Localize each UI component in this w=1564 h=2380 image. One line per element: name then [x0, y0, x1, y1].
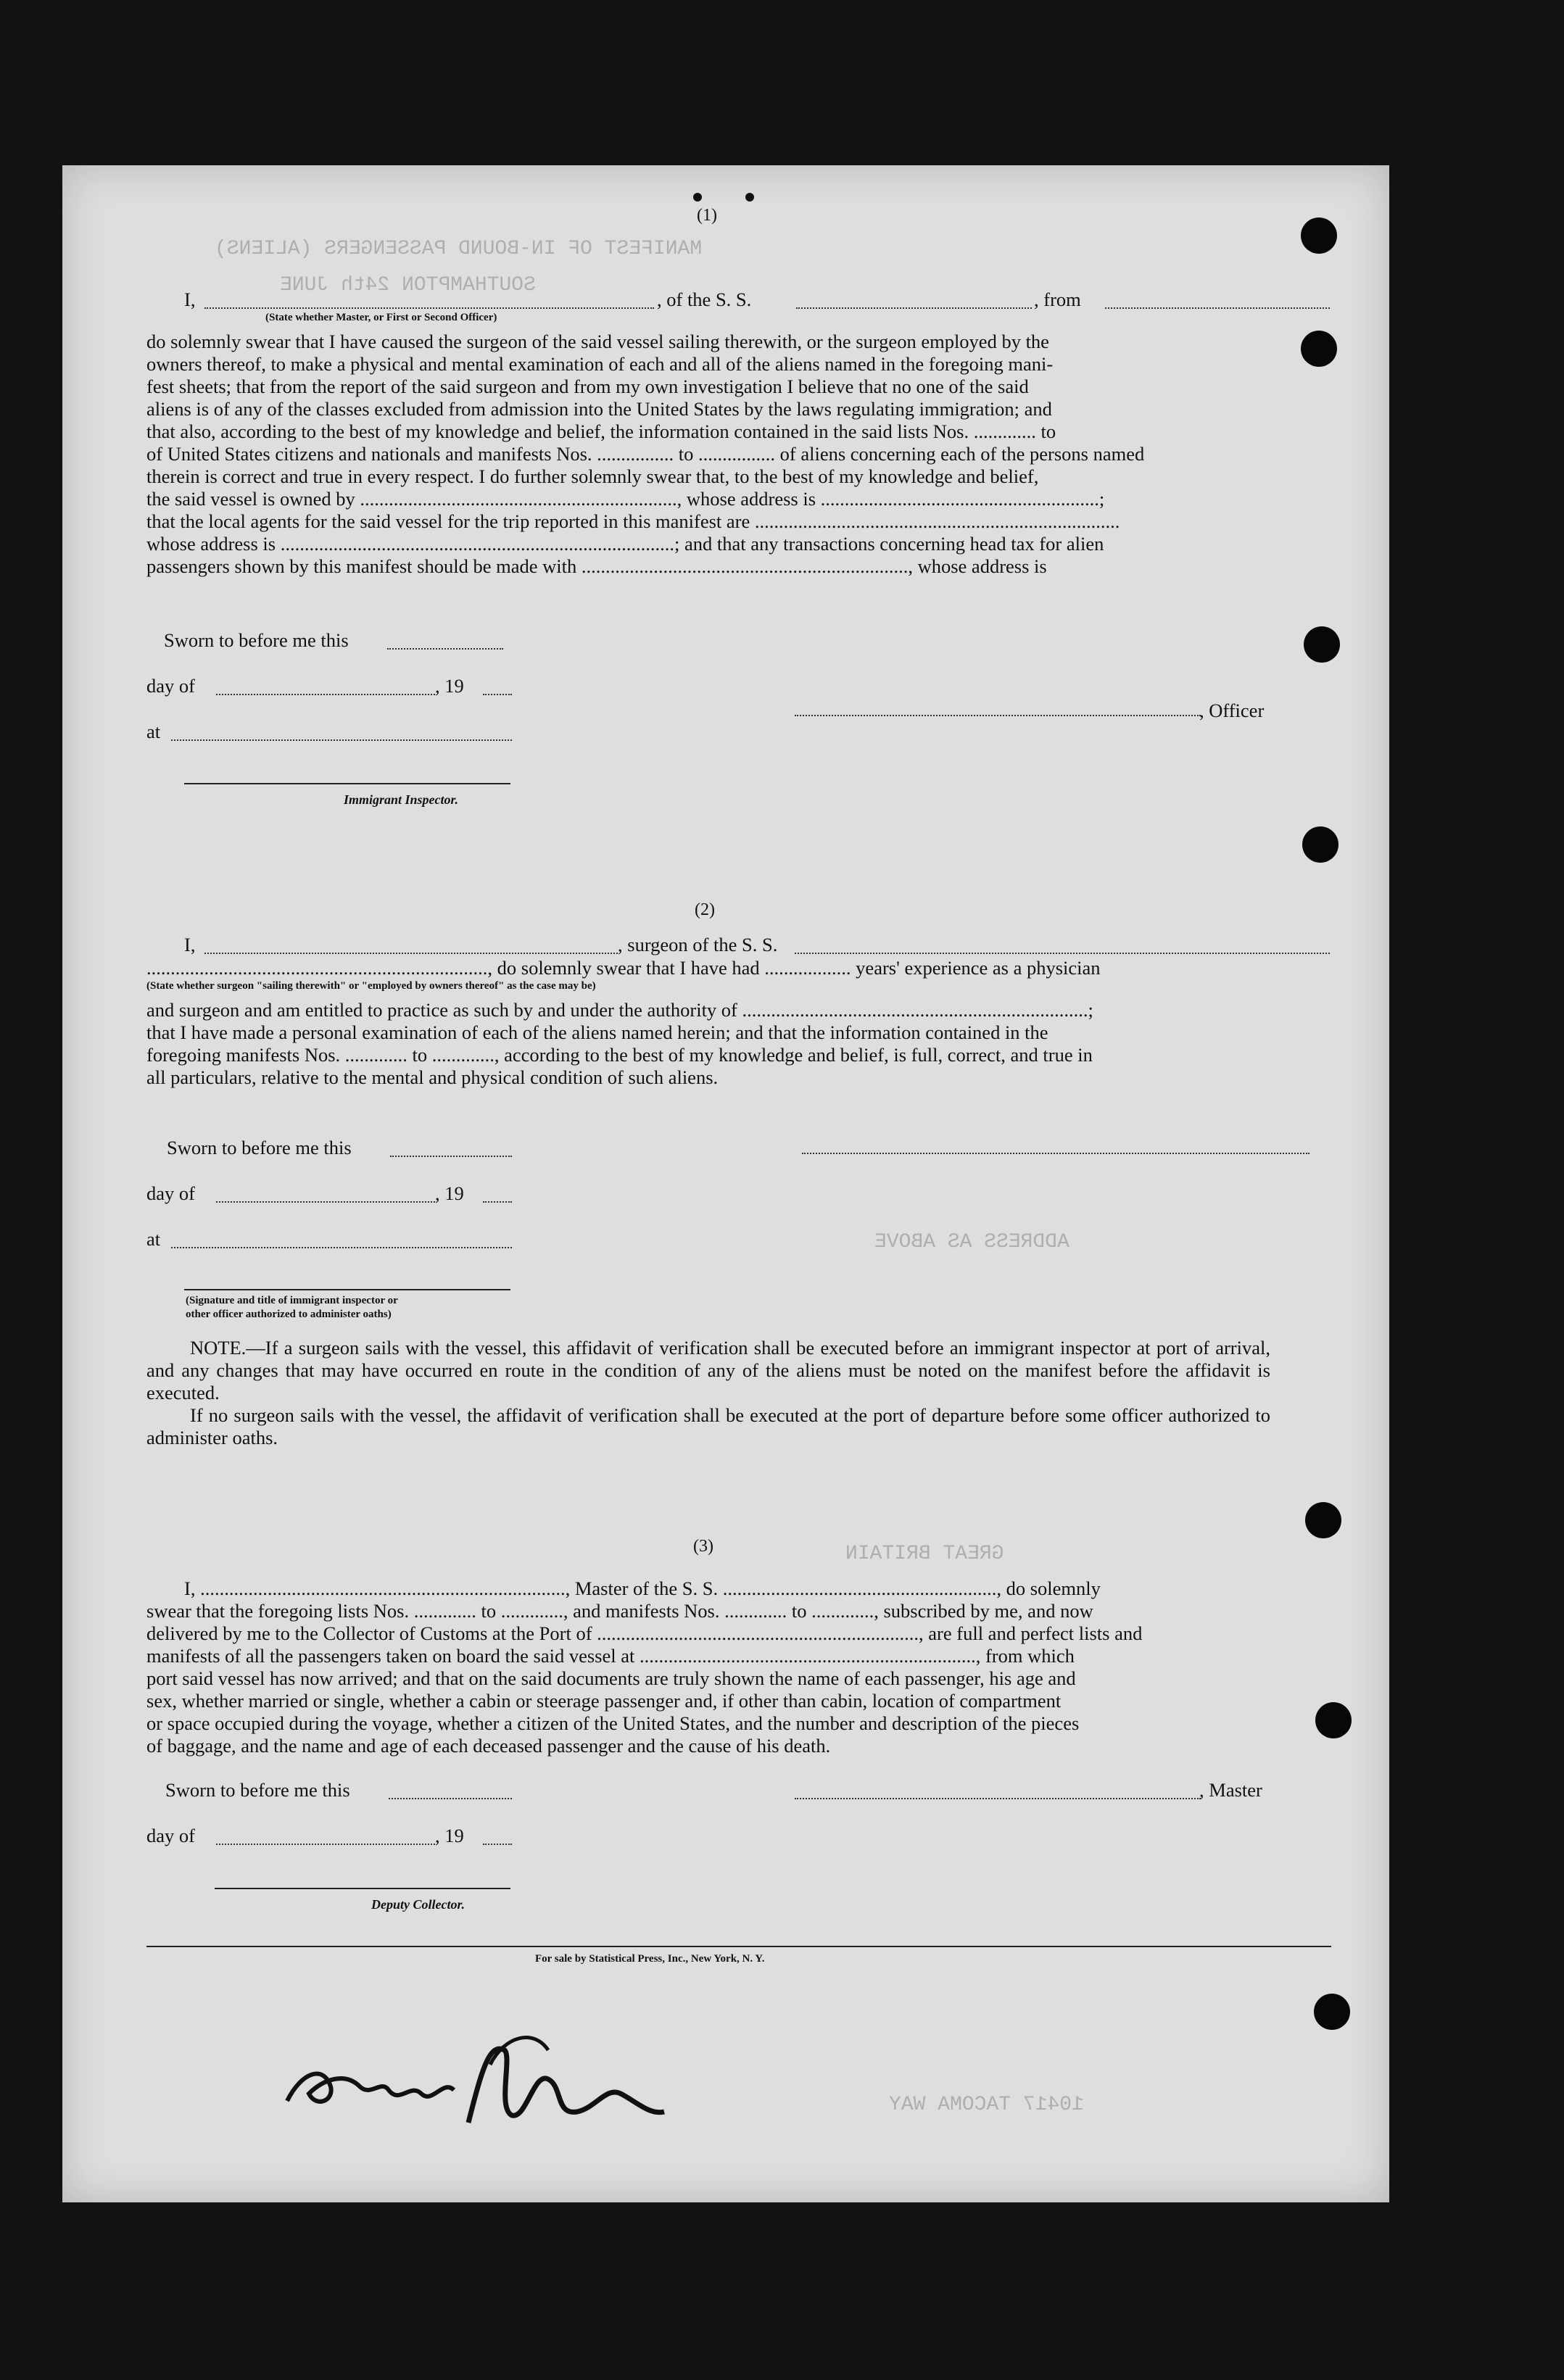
section-3-sworn-label: Sworn to before me this	[165, 1779, 350, 1801]
sworn-year-field[interactable]	[483, 694, 512, 695]
section-2-line-2: ......................................................................., do solemnly swear that I have had .................. years' experience as a physician	[146, 957, 1101, 979]
binder-hole	[1302, 826, 1338, 863]
section-1-line-10: whose address is ..................................................................................; and that any transactions concerning head tax for alien	[146, 533, 1104, 555]
section-1-line-3: fest sheets; that from the report of the said surgeon and from my own investigation I believe that no one of the said	[146, 376, 1029, 397]
note-paragraph-2: If no surgeon sails with the vessel, the affidavit of verification shall be executed at the port of departure before some officer authorized to administer oaths.	[146, 1404, 1270, 1448]
section-2-year-label: , 19	[435, 1182, 464, 1204]
officer-signature-line[interactable]	[795, 715, 1201, 716]
section-3-line-3: delivered by me to the Collector of Customs at the Port of ..................................................................., are full and perfect lists and	[146, 1622, 1143, 1644]
print-mark	[745, 193, 754, 202]
surgeon-name-field[interactable]	[204, 953, 618, 954]
section-3-line-5: port said vessel has now arrived; and that on the said documents are truly shown the name of each passenger, his age and	[146, 1667, 1076, 1689]
surgeon-sworn-month-field[interactable]	[216, 1201, 435, 1203]
surgeon-sworn-year-field[interactable]	[483, 1201, 512, 1203]
section-1-line-4: aliens is of any of the classes excluded from admission into the United States by the laws regulating immigration; and	[146, 398, 1052, 420]
bleed-through-text: GREAT BRITAIN	[845, 1543, 1004, 1565]
section-1-at-label: at	[146, 721, 161, 742]
surgeon-officer-caption-2: other officer authorized to administer oaths)	[186, 1309, 392, 1320]
section-1-year-label: , 19	[435, 675, 464, 697]
section-3-year-label: , 19	[435, 1825, 464, 1846]
surgeon-officer-signature-line[interactable]	[184, 1289, 510, 1290]
binder-hole	[1305, 1502, 1341, 1538]
master-sworn-date-field[interactable]	[389, 1798, 512, 1799]
departure-port-field[interactable]	[1105, 307, 1330, 309]
section-3-number: (3)	[693, 1537, 713, 1556]
section-3-line-6: sex, whether married or single, whether a cabin or steerage passenger and, if other than cabin, location of compartment	[146, 1690, 1062, 1712]
printer-imprint: For sale by Statistical Press, Inc., New York, N. Y.	[535, 1953, 765, 1965]
manifest-page	[62, 165, 1389, 2202]
section-1-line-2: owners thereof, to make a physical and mental examination of each and all of the aliens named in the foregoing mani-	[146, 353, 1054, 375]
section-1-number: (1)	[697, 206, 717, 225]
note-paragraph-1: NOTE.—If a surgeon sails with the vessel, this affidavit of verification shall be executed before an immigrant inspector at port of arrival, and any changes that may have occurred en route in the condition of any of the aliens must be noted on the manifest before the affidavit is executed.	[146, 1337, 1270, 1403]
section-2-sworn-label: Sworn to before me this	[167, 1137, 352, 1158]
section-3-line-1: I, ............................................................................, Master of the S. S. ........................................................., do solemnly	[184, 1577, 1101, 1599]
officer-title-field[interactable]	[204, 307, 654, 309]
section-1-inspector-label: Immigrant Inspector.	[344, 792, 459, 807]
binder-hole	[1301, 217, 1337, 254]
officer-title-caption: (State whether Master, or First or Second Officer)	[265, 312, 497, 323]
section-2-at-label: at	[146, 1228, 161, 1250]
section-2-line-5: foregoing manifests Nos. ............. to ............., according to the best of my knowledge and belief, is full, correct, and true in	[146, 1044, 1093, 1066]
section-2-number: (2)	[695, 900, 715, 919]
bleed-through-text: SOUTHAMPTON 24th JUNE	[280, 274, 536, 297]
section-1-from: , from	[1034, 289, 1081, 310]
surgeon-sworn-place-field[interactable]	[171, 1247, 512, 1248]
bleed-through-text: ADDRESS AS ABOVE	[874, 1231, 1069, 1253]
section-2-line-4: that I have made a personal examination of each of the aliens named herein; and that the information contained in the	[146, 1021, 1048, 1043]
surgeon-vessel-field[interactable]	[795, 953, 1330, 954]
binder-hole	[1301, 331, 1337, 367]
section-2-line-3: and surgeon and am entitled to practice as such by and under the authority of ........................................................................;	[146, 999, 1093, 1021]
section-2-day-of-label: day of	[146, 1182, 195, 1204]
binder-hole	[1315, 1702, 1352, 1738]
print-mark	[693, 193, 702, 202]
section-2-i: I,	[184, 934, 196, 955]
section-3-line-8: of baggage, and the name and age of each deceased passenger and the cause of his death.	[146, 1735, 831, 1757]
surgeon-type-caption: (State whether surgeon "sailing therewith" or "employed by owners thereof" as the case may be)	[146, 980, 596, 992]
section-3-line-7: or space occupied during the voyage, whether a citizen of the United States, and the number and description of the pieces	[146, 1712, 1080, 1734]
section-1-line-5: that also, according to the best of my knowledge and belief, the information contained in the said lists Nos. ............. to	[146, 420, 1056, 442]
inspector-signature-line[interactable]	[184, 783, 510, 784]
master-signature-line[interactable]	[795, 1798, 1201, 1799]
bleed-through-text: 10417 TACOMA WAY	[889, 2094, 1084, 2116]
section-2-line-6: all particulars, relative to the mental and physical condition of such aliens.	[146, 1066, 719, 1088]
vessel-name-field[interactable]	[796, 307, 1032, 309]
section-1-sworn-label: Sworn to before me this	[164, 629, 349, 651]
section-1-day-of-label: day of	[146, 675, 195, 697]
sworn-place-field[interactable]	[171, 739, 512, 741]
surgeon-inspector-signature-line[interactable]	[802, 1153, 1309, 1154]
sworn-date-field[interactable]	[387, 648, 503, 650]
section-3-line-4: manifests of all the passengers taken on board the said vessel at ......................................................................, from which	[146, 1645, 1075, 1667]
binder-hole	[1314, 1994, 1350, 2030]
section-1-line-9: that the local agents for the said vessel for the trip reported in this manifest are ............................................................................	[146, 510, 1120, 532]
section-2-surgeon-of-ss: , surgeon of the S. S.	[618, 934, 778, 955]
binder-hole	[1304, 626, 1340, 663]
section-1-i: I,	[184, 289, 196, 310]
section-1-line-1: do solemnly swear that I have caused the surgeon of the said vessel sailing therewith, or the surgeon employed by the	[146, 331, 1049, 352]
section-1-line-7: therein is correct and true in every respect. I do further solemnly swear that, to the best of my knowledge and belief,	[146, 465, 1039, 487]
section-1-line-8: the said vessel is owned by .................................................................., whose address is ..........................................................;	[146, 488, 1105, 510]
section-1-officer-label: , Officer	[1199, 700, 1265, 721]
footer-rule	[146, 1946, 1331, 1947]
section-3-line-2: swear that the foregoing lists Nos. ............. to ............., and manifests Nos. ............. to ............., subscribed by me, and now	[146, 1600, 1093, 1622]
section-3-master-label: , Master	[1199, 1779, 1262, 1801]
surgeon-officer-caption-1: (Signature and title of immigrant inspector or	[186, 1295, 398, 1306]
master-sworn-year-field[interactable]	[483, 1844, 512, 1845]
section-3-collector-label: Deputy Collector.	[371, 1897, 465, 1912]
section-1-of-ss: , of the S. S.	[657, 289, 752, 310]
section-1-line-11: passengers shown by this manifest should be made with ...................................................................., whose address is	[146, 555, 1047, 577]
collector-signature-line[interactable]	[215, 1888, 510, 1889]
master-sworn-month-field[interactable]	[216, 1844, 435, 1845]
handwritten-signature	[273, 2021, 679, 2137]
section-3-day-of-label: day of	[146, 1825, 195, 1846]
bleed-through-text: MANIFEST OF IN-BOUND PASSENGERS (ALIENS)	[215, 238, 703, 260]
section-1-line-6: of United States citizens and nationals and manifests Nos. ................ to ................ of aliens concerning each of the persons named	[146, 443, 1145, 465]
sworn-month-field[interactable]	[216, 694, 435, 695]
surgeon-sworn-date-field[interactable]	[390, 1156, 512, 1157]
